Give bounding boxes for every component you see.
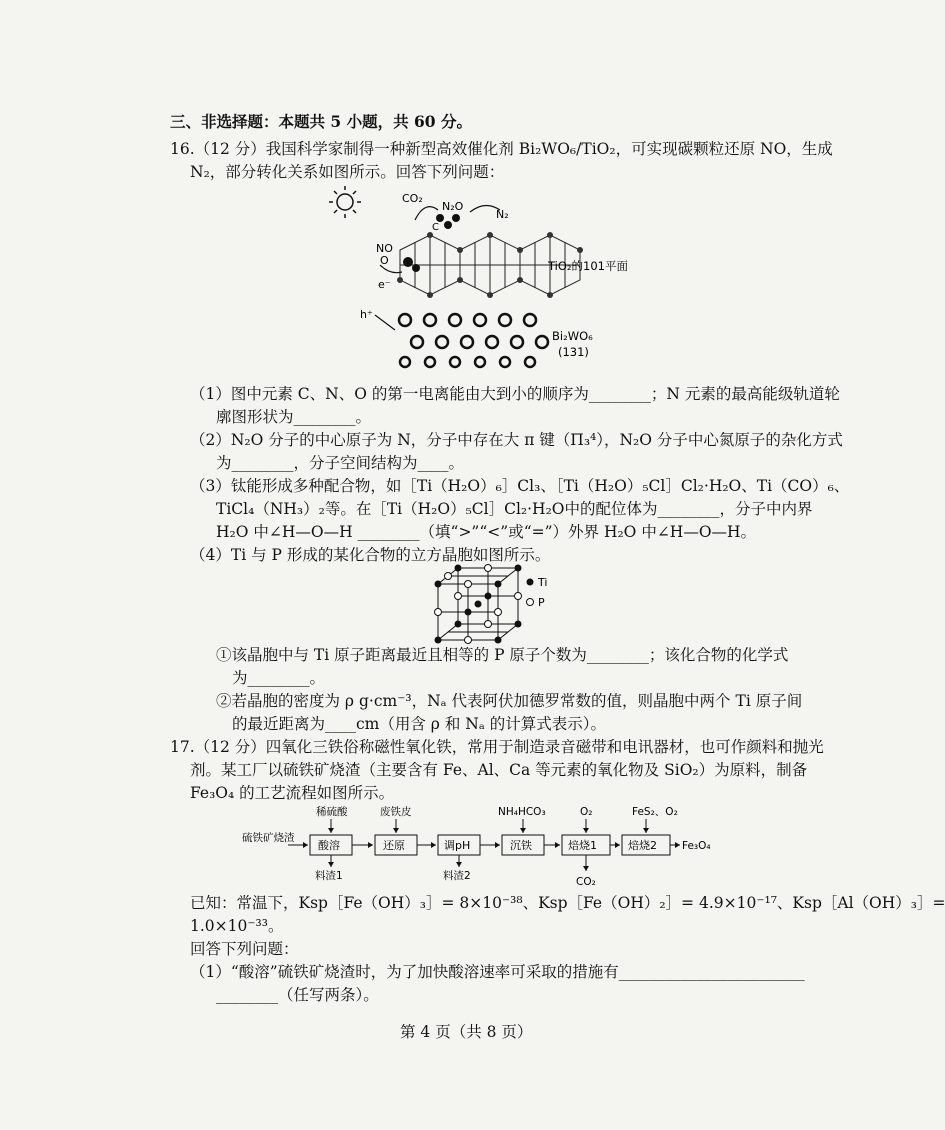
n2-label: N₂ bbox=[496, 208, 509, 221]
q16-part1-line1: （1）图中元素 C、N、O 的第一电离能由大到小的顺序为________；N 元素的最高能级轨道轮 bbox=[190, 385, 840, 403]
page-footer: 第 4 页（共 8 页） bbox=[400, 1023, 533, 1041]
q17-known-line1: 已知：常温下，Ksp［Fe（OH）₃］= 8×10⁻³⁸、Ksp［Fe（OH）₂］= 4.9×10⁻¹⁷、Ksp［Al（OH）₃］= bbox=[190, 894, 945, 912]
ti-legend-label: Ti bbox=[538, 576, 548, 589]
q17-known-line2: 1.0×10⁻³³。 bbox=[190, 917, 284, 935]
electron-label: e⁻ bbox=[378, 278, 391, 291]
n2o-label: N₂O bbox=[442, 200, 464, 213]
q16-part4-1-line2: 为________。 bbox=[232, 669, 326, 687]
q17-intro-line2: 剂。某工厂以硫铁矿烧渣（主要含有 Fe、Al、Ca 等元素的氧化物及 SiO₂）为原料，制备 bbox=[190, 761, 808, 779]
product-label: Fe₃O₄ bbox=[682, 840, 711, 852]
hole-label: h⁺ bbox=[360, 308, 373, 321]
acid-input-label: 稀硫酸 bbox=[316, 806, 348, 818]
q16-part4-line: （4）Ti 与 P 形成的某化合物的立方晶胞如图所示。 bbox=[190, 546, 551, 564]
q16-part4-1-line1: ①该晶胞中与 Ti 原子距离最近且相等的 P 原子个数为________；该化合物的化学式 bbox=[216, 646, 789, 664]
fes2-input-label: FeS₂、O₂ bbox=[632, 806, 678, 818]
residue2-label: 料渣2 bbox=[443, 870, 471, 882]
section-heading: 三、非选择题：本题共 5 小题，共 60 分。 bbox=[170, 112, 472, 131]
ti-legend-marker bbox=[527, 579, 534, 586]
q16-part2-line1: （2）N₂O 分子的中心原子为 N，分子中存在大 π 键（Π₃⁴），N₂O 分子中心氮原子的杂化方式 bbox=[190, 431, 843, 449]
q17-intro-line1: 17.（12 分）四氧化三铁俗称磁性氧化铁，常用于制造录音磁带和电讯器材，也可作颜料和抛光 bbox=[170, 738, 824, 756]
q17-part1-line1: （1）“酸溶”硫铁矿烧渣时，为了加快酸溶速率可采取的措施有________________________ bbox=[190, 963, 805, 981]
catalyst-figure bbox=[320, 180, 660, 375]
q16-part3-line2: TiCl₄（NH₃）₂等。在［Ti（H₂O）₅Cl］Cl₂·H₂O中的配位体为________，分子中内界 bbox=[216, 500, 813, 518]
step-roast1: 焙烧1 bbox=[568, 839, 597, 852]
c-label: C bbox=[432, 222, 439, 233]
step-acid-dissolve: 酸溶 bbox=[318, 839, 340, 852]
bi2wo6-label: Bi₂WO₆ bbox=[552, 329, 593, 343]
nh4hco3-input-label: NH₄HCO₃ bbox=[498, 806, 546, 818]
q17-intro-line3: Fe₃O₄ 的工艺流程如图所示。 bbox=[190, 784, 395, 802]
co2-label: CO₂ bbox=[402, 192, 423, 205]
no-label: NO bbox=[376, 242, 393, 255]
raw-material-text: 硫铁矿烧渣 bbox=[242, 832, 295, 844]
q16-part1-line2: 廓图形状为________。 bbox=[216, 408, 372, 426]
raw-material-label bbox=[242, 831, 295, 844]
scrap-input-label: 废铁皮 bbox=[380, 806, 412, 818]
o-label: O bbox=[380, 254, 389, 267]
step-adjust-ph: 调pH bbox=[444, 839, 471, 852]
p-legend-label: P bbox=[538, 596, 545, 609]
q16-part4-2-line2: 的最近距离为____cm（用含 ρ 和 Nₐ 的计算式表示）。 bbox=[232, 715, 606, 733]
process-flow-diagram bbox=[240, 805, 710, 890]
bi2wo6-plane-label: (131) bbox=[558, 345, 589, 359]
crystal-cell-figure bbox=[430, 562, 580, 644]
q17-answer-heading: 回答下列问题： bbox=[190, 940, 299, 958]
p-legend-marker bbox=[527, 599, 534, 606]
sun-icon bbox=[329, 186, 361, 218]
tio2-plane-label: TiO₂的101平面 bbox=[548, 259, 628, 273]
residue1-label: 料渣1 bbox=[315, 870, 343, 882]
step-reduce: 还原 bbox=[383, 839, 405, 852]
q17-part1-line2: ________（任写两条）。 bbox=[216, 986, 379, 1004]
q16-intro-line1: 16.（12 分）我国科学家制得一种新型高效催化剂 Bi₂WO₆/TiO₂，可实现碳颗粒还原 NO，生成 bbox=[170, 140, 833, 158]
q16-intro-line2: N₂，部分转化关系如图所示。回答下列问题： bbox=[190, 163, 505, 181]
step-precipitate-iron: 沉铁 bbox=[510, 839, 532, 852]
step-roast2: 焙烧2 bbox=[628, 839, 657, 852]
q16-part4-2-line1: ②若晶胞的密度为 ρ g·cm⁻³，Nₐ 代表阿伏加德罗常数的值，则晶胞中两个 Ti 原子间 bbox=[216, 692, 803, 710]
q16-part2-line2: 为________，分子空间结构为____。 bbox=[216, 454, 465, 472]
co2-output-label: CO₂ bbox=[576, 876, 596, 888]
o2-input-label: O₂ bbox=[580, 806, 593, 818]
q16-part3-line3: H₂O 中∠H—O—H ________（填“>”“<”或“=”）外界 H₂O 中∠H—O—H。 bbox=[216, 523, 757, 541]
q16-part3-line1: （3）钛能形成多种配合物，如［Ti（H₂O）₆］Cl₃、［Ti（H₂O）₅Cl］Cl₂·H₂O、Ti（CO）₆、 bbox=[190, 477, 850, 495]
